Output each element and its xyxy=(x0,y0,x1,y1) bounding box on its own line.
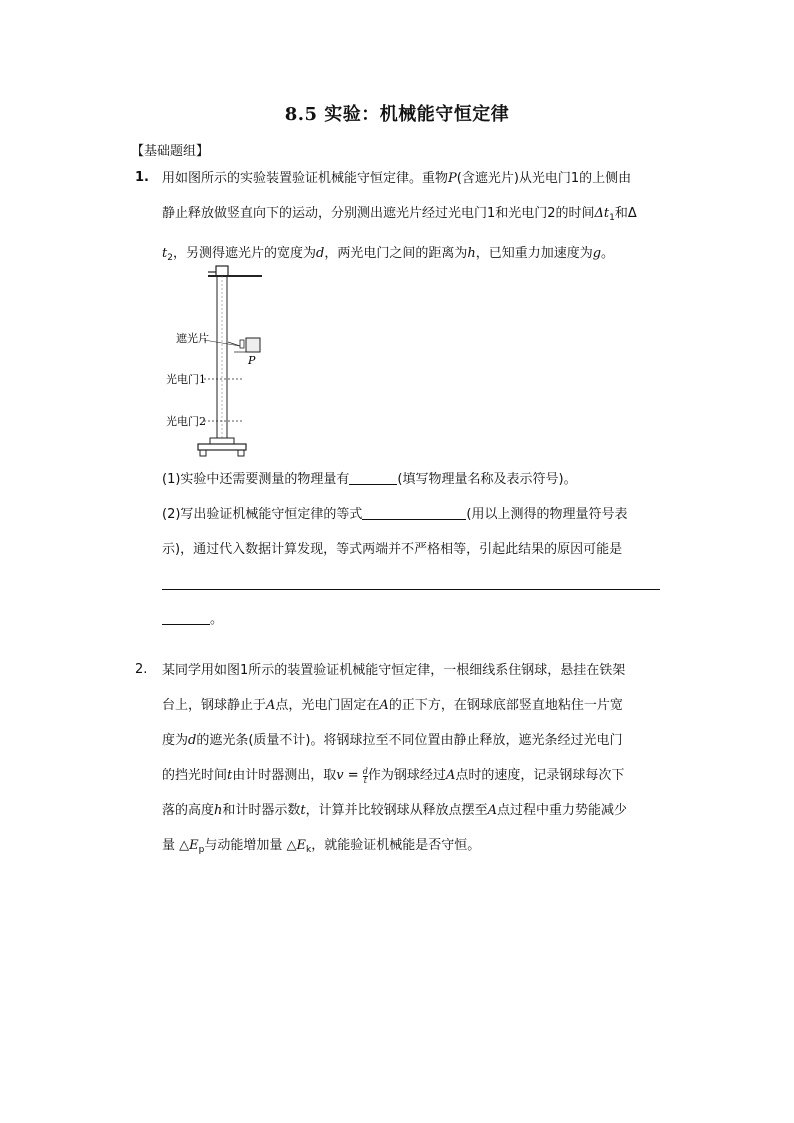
q1-long-blank-row xyxy=(162,567,662,602)
fraction-d-over-t: $\frac{d}{t}$ xyxy=(362,767,368,785)
q1-line-3: $t_2$，另测得遮光片的宽度为d，两光电门之间的距离为h，已知重力加速度为g。 xyxy=(162,246,615,263)
q2-line-3: 度为d的遮光条(质量不计)。将钢球拉至不同位置由静止释放，遮光条经过光电门 xyxy=(162,733,623,748)
label-weight-p: P xyxy=(248,354,256,367)
q1-line-1: 用如图所示的实验装置验证机械能守恒定律。重物P(含遮光片)从光电门1的上侧由 xyxy=(162,171,632,186)
q2-line-5: 落的高度h和计时器示数t，计算并比较钢球从释放点摆至A点过程中重力势能减少 xyxy=(162,803,628,818)
q1-part-2: (2)写出验证机械能守恒定律的等式 (用以上测得的物理量符号表 xyxy=(162,507,628,522)
q1-part-1: (1)实验中还需要测量的物理量有 (填写物理量名称及表示符号)。 xyxy=(162,472,577,487)
q1-line-2: 静止释放做竖直向下的运动，分别测出遮光片经过光电门1和光电门2的时间$\Delta t_1$和Δ xyxy=(162,206,637,223)
section-label: 【基础题组】 xyxy=(131,144,210,159)
q1-part-2-cont: 示)，通过代入数据计算发现，等式两端并不严格相等，引起此结果的原因可能是 xyxy=(162,542,623,557)
q2-line-4: 的挡光时间t由计时器测出，取v = $\frac{d}{t}$ 作为钢球经过A点时的速度，记录钢球每次下 xyxy=(162,767,625,785)
q2-line-6: 量 $\triangle E_p$与动能增加量 $\triangle E_k$，就能验证机械能是否守恒。 xyxy=(162,838,481,855)
q2-line-1: 某同学用如图1所示的装置验证机械能守恒定律，一根细线系住钢球，悬挂在铁架 xyxy=(162,663,626,678)
label-gate-2: 光电门2 xyxy=(166,415,206,428)
q1-blank-end-row: 。 xyxy=(162,602,662,637)
apparatus-drawing xyxy=(160,262,270,462)
answer-blank-2[interactable] xyxy=(362,505,466,520)
apparatus-figure xyxy=(160,262,270,462)
question-number: 2. xyxy=(135,662,148,677)
question-2-text xyxy=(162,653,662,868)
answer-blank-3[interactable] xyxy=(162,575,660,590)
q2-line-2: 台上，钢球静止于A点，光电门固定在A的正下方，在钢球底部竖直地粘住一片宽 xyxy=(162,698,623,713)
answer-blank-4[interactable] xyxy=(162,610,210,625)
question-1-text xyxy=(162,161,662,276)
answer-blank-1[interactable] xyxy=(349,470,397,485)
label-shade: 遮光片 xyxy=(176,332,209,345)
page-title: 8.5 实验：机械能守恒定律 xyxy=(284,104,510,125)
question-number: 1. xyxy=(135,170,149,185)
label-gate-1: 光电门1 xyxy=(166,373,206,386)
